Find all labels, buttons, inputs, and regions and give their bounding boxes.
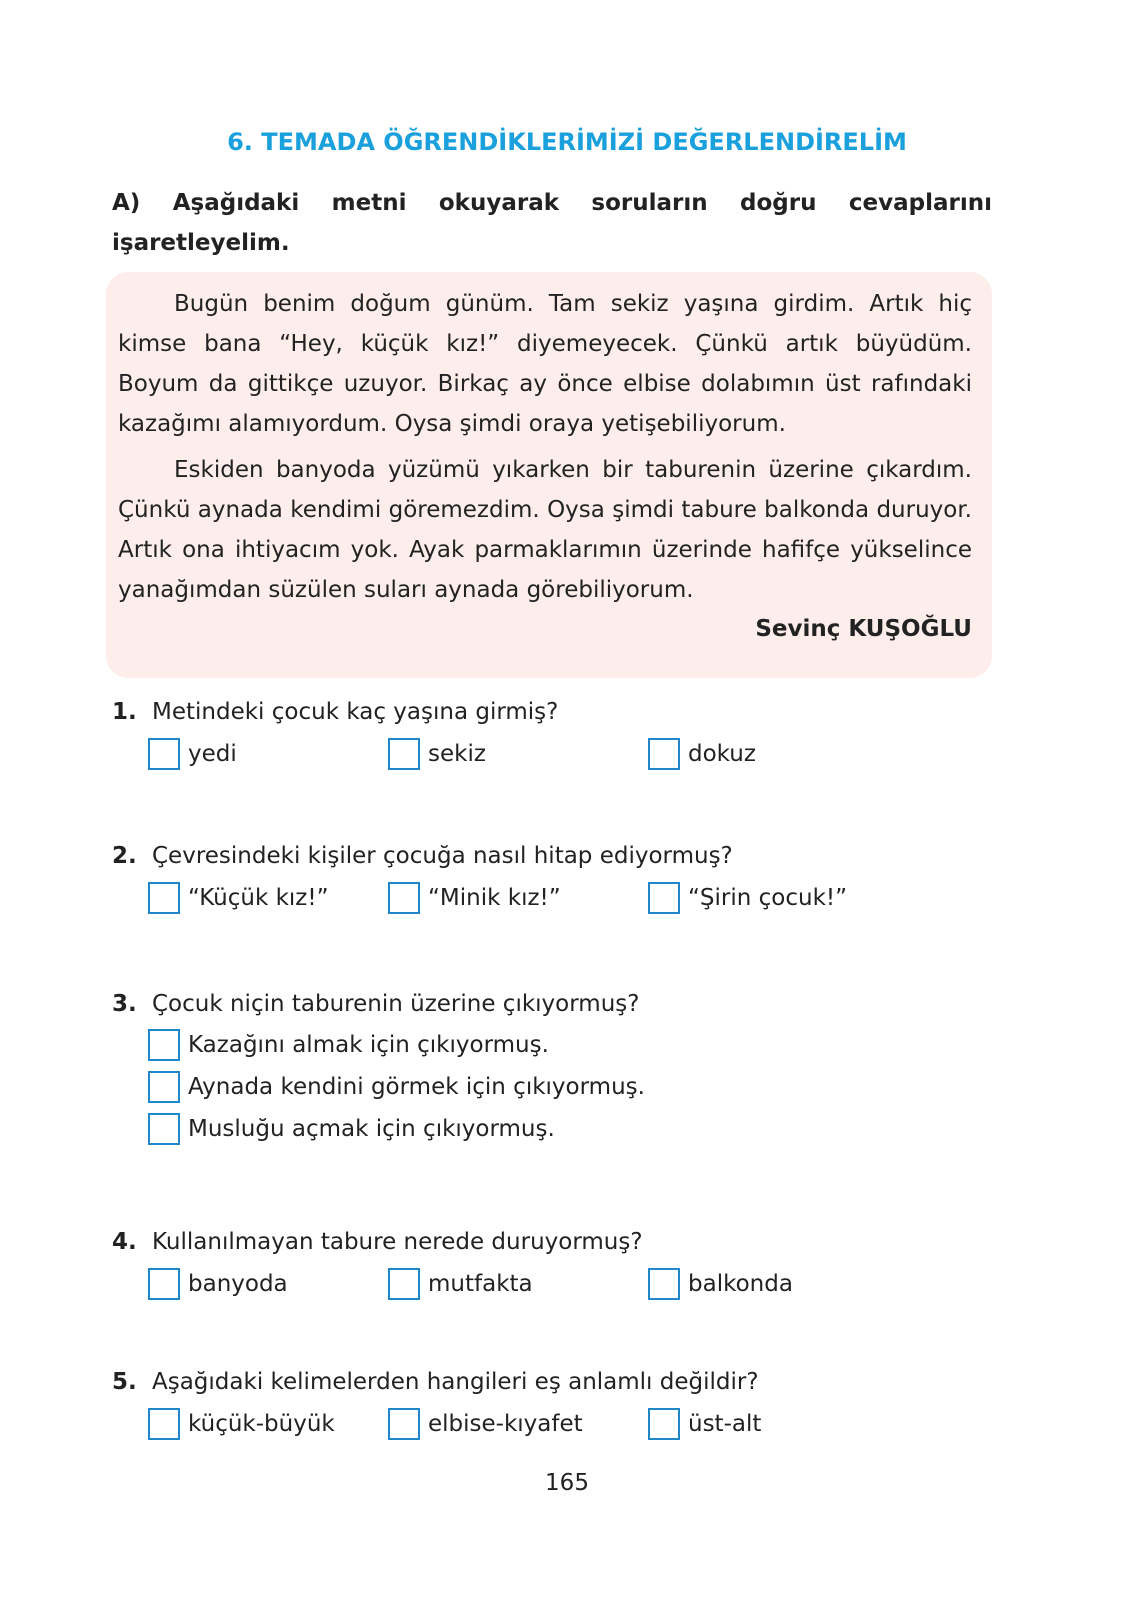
answer-option[interactable] <box>148 1404 335 1444</box>
option-label: küçük-büyük <box>188 1411 335 1437</box>
question-text: Metindeki çocuk kaç yaşına girmiş? <box>152 699 559 725</box>
passage-paragraph-1: Bugün benim doğum günüm. Tam sekiz yaşına girdim. Artık hiç kimse bana “Hey, küçük kız!” diyemeyecek. Çünkü artık büyüdüm. Boyum da gittikçe uzuyor. Birkaç ay önce elbise dolabımın üst rafındaki kazağımı alamıyordum. Oysa şimdi oraya yetişebiliyorum. <box>118 291 972 437</box>
instruction-heading: A) Aşağıdaki metni okuyarak soruların doğru cevaplarını işaretleyelim. <box>112 190 992 256</box>
option-label: “Şirin çocuk!” <box>688 885 848 911</box>
option-label: Aynada kendini görmek için çıkıyormuş. <box>188 1074 645 1100</box>
question-number: 3. <box>112 991 137 1017</box>
answer-option[interactable] <box>648 1264 793 1304</box>
checkbox[interactable] <box>388 1268 420 1300</box>
checkbox[interactable] <box>388 1408 420 1440</box>
question-3 <box>112 984 992 1150</box>
option-label: sekiz <box>428 741 486 767</box>
answer-option[interactable] <box>648 878 847 918</box>
option-label: dokuz <box>688 741 756 767</box>
option-label: Kazağını almak için çıkıyormuş. <box>188 1032 549 1058</box>
page-number: 165 <box>545 1470 589 1496</box>
answer-option[interactable] <box>388 734 486 774</box>
question-1 <box>112 692 992 774</box>
option-label: balkonda <box>688 1271 793 1297</box>
question-number: 1. <box>112 699 137 725</box>
option-label: banyoda <box>188 1271 288 1297</box>
checkbox[interactable] <box>648 882 680 914</box>
answer-option[interactable] <box>148 1024 992 1066</box>
checkbox[interactable] <box>148 1029 180 1061</box>
checkbox[interactable] <box>388 738 420 770</box>
checkbox[interactable] <box>148 1071 180 1103</box>
checkbox[interactable] <box>148 1268 180 1300</box>
option-label: mutfakta <box>428 1271 533 1297</box>
checkbox[interactable] <box>648 738 680 770</box>
answer-option[interactable] <box>388 1404 583 1444</box>
answer-option[interactable] <box>388 1264 533 1304</box>
question-number: 5. <box>112 1369 137 1395</box>
answer-option[interactable] <box>148 1066 992 1108</box>
reading-passage <box>106 272 992 678</box>
option-label: üst-alt <box>688 1411 762 1437</box>
answer-option[interactable] <box>648 734 756 774</box>
checkbox[interactable] <box>148 738 180 770</box>
answer-option[interactable] <box>388 878 561 918</box>
checkbox[interactable] <box>148 1113 180 1145</box>
checkbox[interactable] <box>148 1408 180 1440</box>
answer-option[interactable] <box>148 734 237 774</box>
option-label: elbise-kıyafet <box>428 1411 583 1437</box>
question-2 <box>112 836 992 918</box>
question-4 <box>112 1222 992 1304</box>
option-label: “Küçük kız!” <box>188 885 329 911</box>
option-label: Musluğu açmak için çıkıyormuş. <box>188 1116 555 1142</box>
answer-option[interactable] <box>148 1264 288 1304</box>
answer-option[interactable] <box>148 1108 992 1150</box>
question-number: 4. <box>112 1229 137 1255</box>
checkbox[interactable] <box>148 882 180 914</box>
answer-option[interactable] <box>148 878 329 918</box>
question-5 <box>112 1362 992 1444</box>
question-text: Aşağıdaki kelimelerden hangileri eş anlamlı değildir? <box>152 1369 759 1395</box>
option-label: “Minik kız!” <box>428 885 561 911</box>
option-label: yedi <box>188 741 237 767</box>
page-title: 6. TEMADA ÖĞRENDİKLERİMİZİ DEĞERLENDİRELİM <box>227 128 907 156</box>
question-text: Çocuk niçin taburenin üzerine çıkıyormuş? <box>152 991 640 1017</box>
checkbox[interactable] <box>648 1268 680 1300</box>
question-text: Çevresindeki kişiler çocuğa nasıl hitap ediyormuş? <box>152 843 733 869</box>
checkbox[interactable] <box>388 882 420 914</box>
question-number: 2. <box>112 843 137 869</box>
answer-option[interactable] <box>648 1404 761 1444</box>
checkbox[interactable] <box>648 1408 680 1440</box>
question-text: Kullanılmayan tabure nerede duruyormuş? <box>152 1229 643 1255</box>
passage-author: Sevinç KUŞOĞLU <box>755 616 972 642</box>
passage-paragraph-2: Eskiden banyoda yüzümü yıkarken bir taburenin üzerine çıkardım. Çünkü aynada kendimi göremezdim. Oysa şimdi tabure balkonda duruyor. Artık ona ihtiyacım yok. Ayak parmaklarımın üzerinde hafifçe yükselince yanağımdan süzülen suları aynada görebiliyorum. <box>118 457 972 603</box>
